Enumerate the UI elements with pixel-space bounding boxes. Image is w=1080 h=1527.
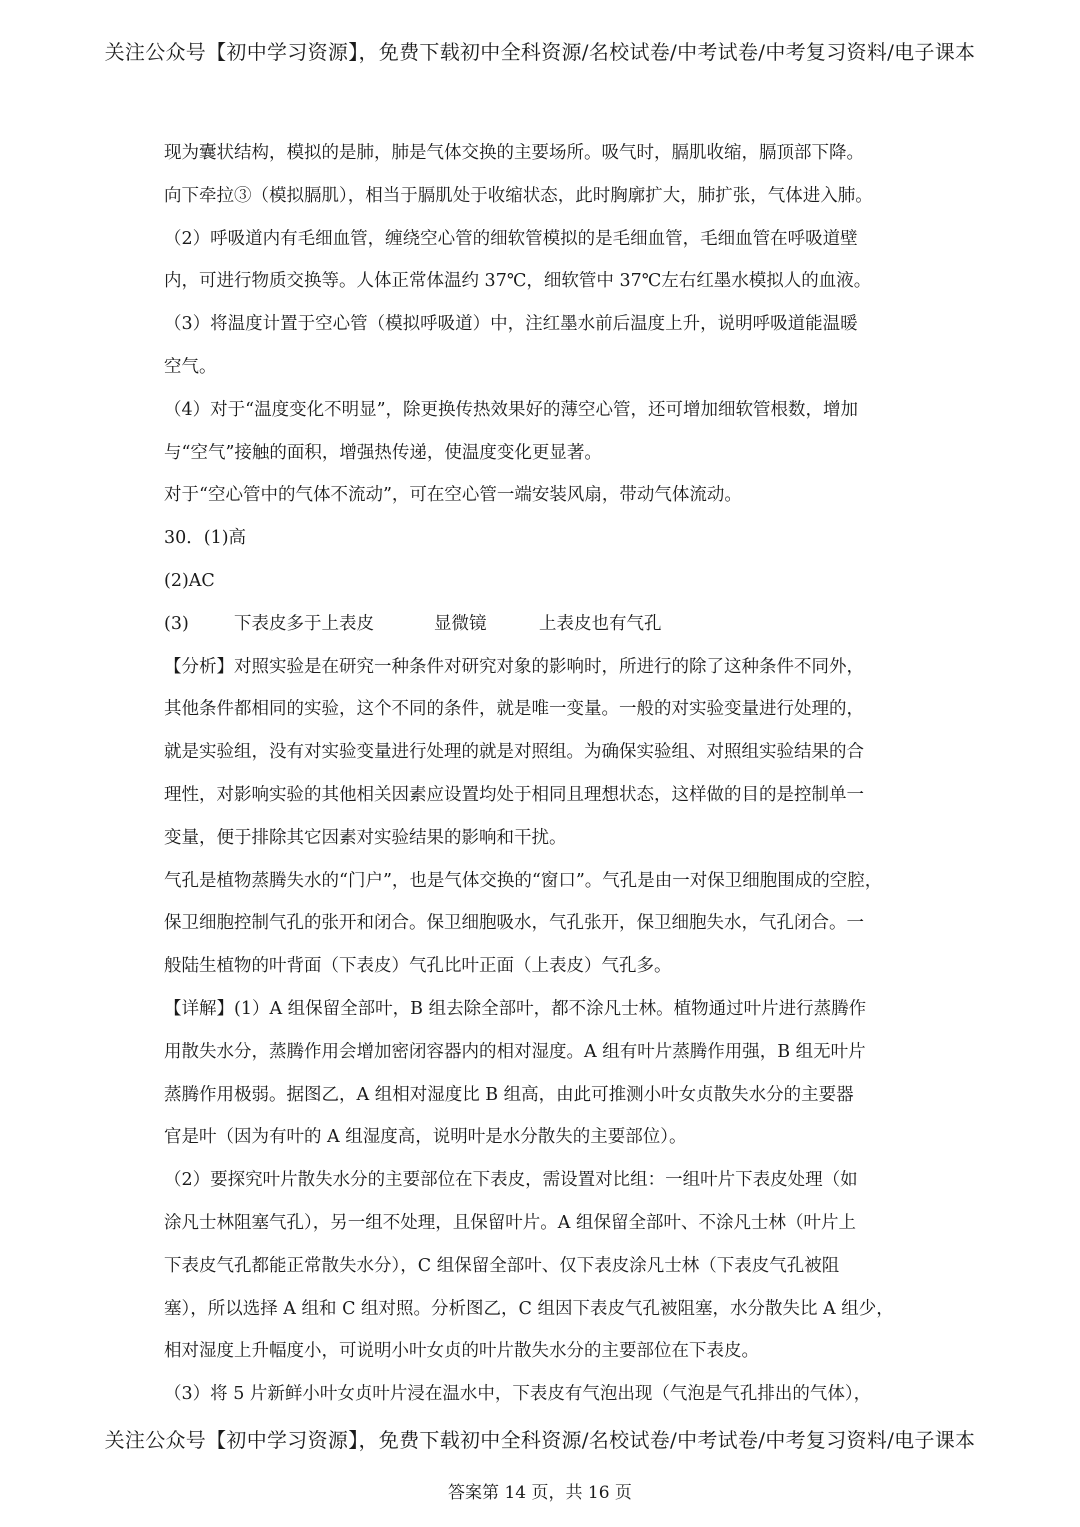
- analysis-line: 保卫细胞控制气孔的张开和闭合。保卫细胞吸水，气孔张开，保卫细胞失水，气孔闭合。一: [164, 913, 864, 934]
- detail-line: 涂凡士林阻塞气孔），另一组不处理，且保留叶片。A 组保留全部叶、不涂凡士林（叶片上: [164, 1212, 856, 1233]
- text-line: 对于“空心管中的气体不流动”，可在空心管一端安装风扇，带动气体流动。: [164, 485, 742, 506]
- text-line: 空气。: [164, 356, 217, 377]
- analysis-line: 理性，对影响实验的其他相关因素应设置均处于相同且理想状态，这样做的目的是控制单一: [164, 784, 864, 805]
- detail-line: 相对湿度上升幅度小，可说明小叶女贞的叶片散失水分的主要部位在下表皮。: [164, 1341, 759, 1362]
- analysis-line: 般陆生植物的叶背面（下表皮）气孔比叶正面（上表皮）气孔多。: [164, 956, 672, 977]
- answer-3-blank-1: 下表皮多于上表皮: [234, 613, 374, 634]
- text-line: 内，可进行物质交换等。人体正常体温约 37℃，细软管中 37℃左右红墨水模拟人的血液。: [164, 271, 872, 292]
- question-30-answer-2: (2)AC: [164, 570, 215, 591]
- detail-line: 官是叶（因为有叶的 A 组湿度高，说明叶是水分散失的主要部位）。: [164, 1127, 687, 1148]
- analysis-line: 【分析】对照实验是在研究一种条件对研究对象的影响时，所进行的除了这种条件不同外，: [164, 656, 864, 677]
- question-30-answer-3: [164, 611, 934, 654]
- detail-line: （3）将 5 片新鲜小叶女贞叶片浸在温水中，下表皮有气泡出现（气泡是气孔排出的气体），: [164, 1384, 872, 1405]
- analysis-line: 气孔是植物蒸腾失水的“门户”，也是气体交换的“窗口”。气孔是由一对保卫细胞围成的空腔，: [164, 870, 883, 891]
- detail-line: 塞），所以选择 A 组和 C 组对照。分析图乙，C 组因下表皮气孔被阻塞，水分散失比 A 组少，: [164, 1298, 894, 1319]
- question-30-answer-1: 30．(1)高: [164, 528, 247, 549]
- analysis-line: 其他条件都相同的实验，这个不同的条件，就是唯一变量。一般的对实验变量进行处理的，: [164, 699, 864, 720]
- detail-line: 下表皮气孔都能正常散失水分），C 组保留全部叶、仅下表皮涂凡士林（下表皮气孔被阻: [164, 1255, 840, 1276]
- text-line: 现为囊状结构，模拟的是肺，肺是气体交换的主要场所。吸气时，膈肌收缩，膈顶部下降。: [164, 143, 864, 163]
- detail-line: 【详解】(1）A 组保留全部叶，B 组去除全部叶，都不涂凡士林。植物通过叶片进行蒸腾作: [164, 998, 867, 1019]
- analysis-line: 变量，便于排除其它因素对实验结果的影响和干扰。: [164, 827, 567, 848]
- page-number: 答案第 14 页，共 16 页: [448, 1483, 632, 1503]
- analysis-line: 就是实验组，没有对实验变量进行处理的就是对照组。为确保实验组、对照组实验结果的合: [164, 742, 864, 763]
- answer-3-number: (3): [164, 613, 189, 634]
- text-line: 与“空气”接触的面积，增强热传递，使温度变化更显著。: [164, 442, 602, 463]
- detail-line: 用散失水分，蒸腾作用会增加密闭容器内的相对湿度。A 组有叶片蒸腾作用强，B 组无叶片: [164, 1041, 866, 1062]
- text-line: 向下牵拉③（模拟膈肌），相当于膈肌处于收缩状态，此时胸廓扩大，肺扩张，气体进入肺。: [164, 185, 873, 206]
- answer-3-blank-3: 上表皮也有气孔: [539, 613, 662, 634]
- document-body: [164, 140, 934, 1424]
- detail-line: 蒸腾作用极弱。据图乙，A 组相对湿度比 B 组高，由此可推测小叶女贞散失水分的主要器: [164, 1084, 854, 1105]
- text-line: （2）呼吸道内有毛细血管，缠绕空心管的细软管模拟的是毛细血管，毛细血管在呼吸道壁: [164, 228, 858, 249]
- text-line: （4）对于“温度变化不明显”，除更换传热效果好的薄空心管，还可增加细软管根数，增加: [164, 399, 859, 420]
- answer-3-blank-2: 显微镜: [434, 613, 487, 634]
- header-banner: 关注公众号【初中学习资源】，免费下载初中全科资源/名校试卷/中考试卷/中考复习资料/电子课本: [104, 40, 976, 64]
- footer-banner: 关注公众号【初中学习资源】，免费下载初中全科资源/名校试卷/中考试卷/中考复习资料/电子课本: [104, 1428, 976, 1452]
- detail-line: （2）要探究叶片散失水分的主要部位在下表皮，需设置对比组：一组叶片下表皮处理（如: [164, 1170, 858, 1191]
- text-line: （3）将温度计置于空心管（模拟呼吸道）中，注红墨水前后温度上升，说明呼吸道能温暖: [164, 314, 858, 335]
